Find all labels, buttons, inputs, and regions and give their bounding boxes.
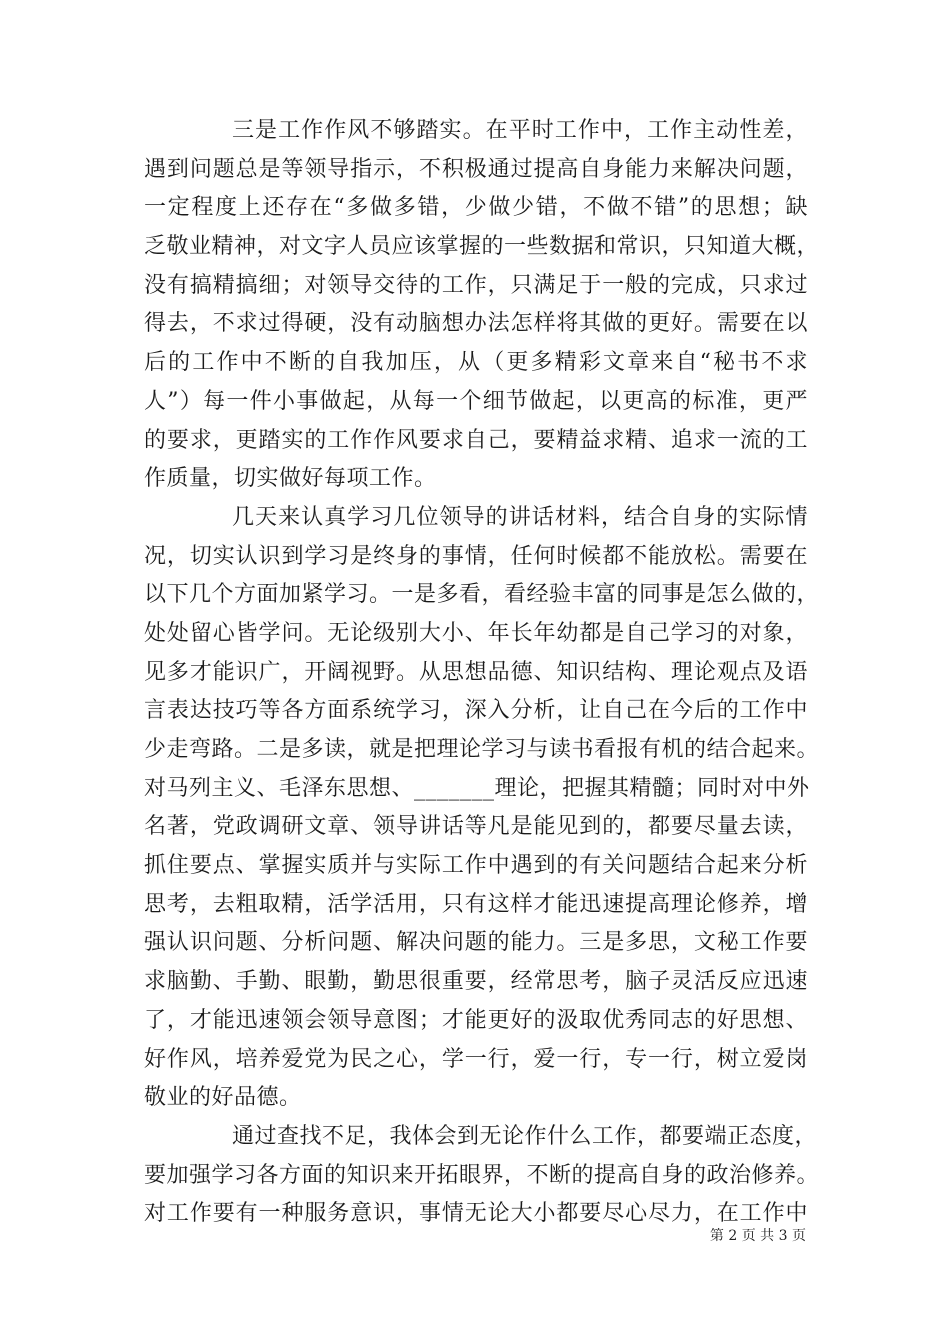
text-line: 名著，党政调研文章、领导讲话等凡是能见到的，都要尽量去读， xyxy=(144,814,808,840)
paragraph-work-style xyxy=(144,112,820,499)
text-line: 要加强学习各方面的知识来开拓眼界，不断的提高自身的政治修养。 xyxy=(144,1162,820,1188)
text-line: 几天来认真学习几位领导的讲话材料，结合自身的实际情 xyxy=(232,504,808,530)
text-line: 见多才能识广，开阔视野。从思想品德、知识结构、理论观点及语 xyxy=(144,659,808,685)
text-line: 抓住要点、掌握实质并与实际工作中遇到的有关问题结合起来分析 xyxy=(144,853,808,879)
text-line: 敬业的好品德。 xyxy=(144,1085,302,1111)
text-line: 好作风，培养爱党为民之心，学一行，爱一行，专一行，树立爱岗 xyxy=(144,1046,808,1072)
paragraph-study xyxy=(144,499,820,1118)
text-line: 言表达技巧等各方面系统学习，深入分析，让自己在今后的工作中 xyxy=(144,698,808,724)
text-line: 处处留心皆学问。无论级别大小、年长年幼都是自己学习的对象， xyxy=(144,620,808,646)
text-line: 求脑勤、手勤、眼勤，勤思很重要，经常思考，脑子灵活反应迅速 xyxy=(144,969,808,995)
text-line: 以下几个方面加紧学习。一是多看，看经验丰富的同事是怎么做的， xyxy=(144,582,820,608)
text-line: 人”）每一件小事做起，从每一个细节做起，以更高的标准，更严 xyxy=(144,388,808,414)
text-line: 乏敬业精神，对文字人员应该掌握的一些数据和常识，只知道大概， xyxy=(144,234,820,260)
text-line: 三是工作作风不够踏实。在平时工作中，工作主动性差， xyxy=(232,118,808,143)
page-number-footer: 第 2 页 共 3 页 xyxy=(709,1228,806,1244)
text-line: 对马列主义、毛泽东思想、_______理论，把握其精髓；同时对中外 xyxy=(144,775,810,801)
text-line: 通过查找不足，我体会到无论作什么工作，都要端正态度， xyxy=(232,1123,818,1149)
text-line: 思考，去粗取精，活学活用，只有这样才能迅速提高理论修养，增 xyxy=(144,891,808,917)
text-line: 的要求，更踏实的工作作风要求自己，要精益求精、追求一流的工 xyxy=(144,427,808,453)
text-line: 了，才能迅速领会领导意图；才能更好的汲取优秀同志的好思想、 xyxy=(144,1007,808,1033)
text-line: 一定程度上还存在“多做多错，少做少错，不做不错”的思想；缺 xyxy=(144,195,808,221)
text-line: 后的工作中不断的自我加压，从（更多精彩文章来自“秘书不求 xyxy=(144,350,808,376)
document-body xyxy=(144,112,820,1234)
text-line: 强认识问题、分析问题、解决问题的能力。三是多思，文秘工作要 xyxy=(144,930,808,956)
paragraph-conclusion xyxy=(144,1118,820,1234)
text-line: 没有搞精搞细；对领导交待的工作，只满足于一般的完成，只求过 xyxy=(144,272,808,298)
text-line: 少走弯路。二是多读，就是把理论学习与读书看报有机的结合起来。 xyxy=(144,737,820,762)
text-line: 作质量，切实做好每项工作。 xyxy=(144,466,437,492)
text-line: 对工作要有一种服务意识，事情无论大小都要尽心尽力，在工作中 xyxy=(144,1201,808,1227)
text-line: 得去，不求过得硬，没有动脑想办法怎样将其做的更好。需要在以 xyxy=(144,311,808,337)
text-line: 况，切实认识到学习是终身的事情，任何时候都不能放松。需要在 xyxy=(144,543,808,569)
text-line: 遇到问题总是等领导指示，不积极通过提高自身能力来解决问题， xyxy=(144,156,808,182)
